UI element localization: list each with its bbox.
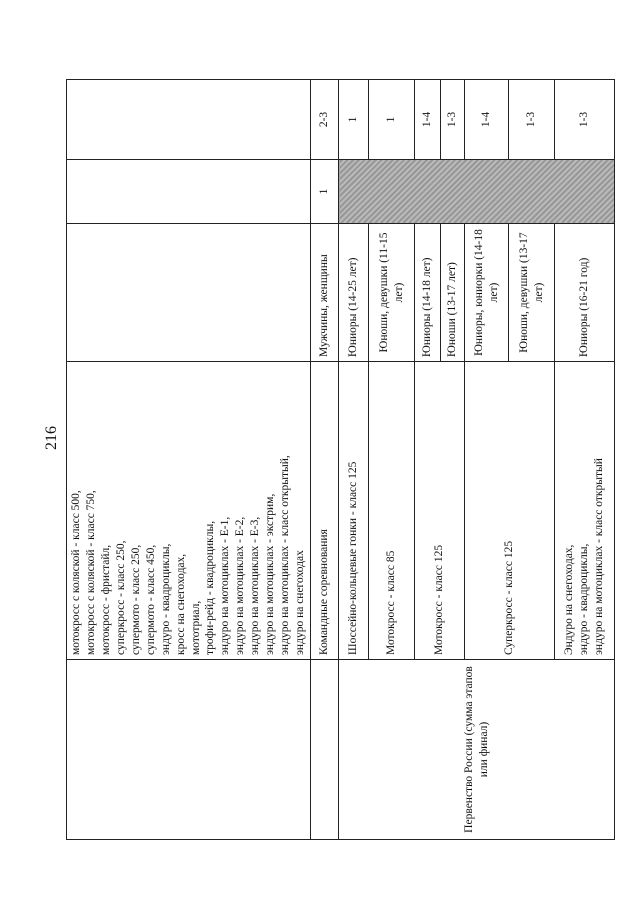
discipline-cell — [555, 362, 615, 660]
discipline-line: эндуро на мотоциклах - Е-1, — [219, 516, 232, 655]
discipline-line: трофи-рейд - квадроциклы, — [204, 520, 217, 655]
col5-value: 1-3 — [555, 80, 615, 160]
discipline-line: Эндуро на снегоходах, — [563, 544, 576, 655]
discipline-line: эндуро на мотоциклах - класс открытый — [592, 458, 605, 655]
group-cell: Юниоры, юниорки (14-18 лет) — [465, 224, 509, 362]
discipline-cell: Мотокросс - класс 85 — [369, 362, 415, 660]
table-row — [311, 80, 339, 840]
discipline-line: эндуро на мотоциклах - Е-2, — [234, 516, 247, 655]
discipline-line: мотокросс - фристайл, — [99, 544, 112, 655]
document-table-rotated — [66, 80, 612, 840]
discipline-list-cell — [67, 362, 311, 660]
discipline-line: супермото - класс 450, — [144, 544, 157, 655]
table-row — [67, 80, 311, 840]
discipline-line: эндуро на мотоциклах - экстрим, — [264, 493, 277, 655]
group-cell: Юноши (13-17 лет) — [441, 224, 465, 362]
discipline-line: эндуро - квадроциклы, — [159, 543, 172, 655]
group-cell: Мужчины, женщины — [311, 224, 339, 362]
col5-value: 1-3 — [509, 80, 555, 160]
col4-cell-empty — [67, 160, 311, 224]
discipline-line: эндуро на снегоходах — [294, 550, 307, 655]
group-cell: Юниоры (16-21 год) — [555, 224, 615, 362]
discipline-line: эндуро на мотоциклах - Е-3, — [249, 516, 262, 655]
discipline-cell: Суперкросс - класс 125 — [465, 362, 555, 660]
discipline-line: мототриал, — [189, 600, 202, 655]
col4-value: 1 — [311, 160, 339, 224]
col5-value: 1-3 — [441, 80, 465, 160]
sports-rank-table — [66, 79, 615, 840]
discipline-line: суперкросс - класс 250, — [114, 540, 127, 655]
discipline-line: мотокросс с коляской - класс 750, — [84, 490, 97, 655]
event-cell-empty — [311, 660, 339, 840]
discipline-cell: Шоссейно-кольцевые гонки - класс 125 — [339, 362, 369, 660]
discipline-line: эндуро на мотоциклах - класс открытый, — [279, 455, 292, 655]
group-cell: Юноши, девушки (13-17 лет) — [509, 224, 555, 362]
discipline-line: эндуро - квадроциклы, — [578, 543, 591, 655]
col5-value: 1-4 — [465, 80, 509, 160]
group-cell: Юноши, девушки (11-15 лет) — [369, 224, 415, 362]
col5-value: 1 — [369, 80, 415, 160]
page-number: 216 — [43, 426, 60, 450]
championship-title: Первенство России (сумма этапов или финал) — [339, 660, 615, 840]
discipline-line: супермото - класс 250, — [129, 544, 142, 655]
event-cell-empty — [67, 660, 311, 840]
discipline-line: мотокросс с коляской - класс 500, — [70, 490, 82, 655]
col5-cell-empty — [67, 80, 311, 160]
discipline-cell: Мотокросс - класс 125 — [415, 362, 465, 660]
group-cell: Юниоры (14-25 лет) — [339, 224, 369, 362]
discipline-line: кросс на снегоходах, — [174, 553, 187, 655]
col5-value: 1 — [339, 80, 369, 160]
hatched-cell — [339, 160, 615, 224]
col5-value: 2-3 — [311, 80, 339, 160]
col5-value: 1-4 — [415, 80, 441, 160]
group-cell: Юниоры (14-18 лет) — [415, 224, 441, 362]
discipline-cell: Командные соревнования — [311, 362, 339, 660]
table-row — [339, 80, 369, 840]
group-cell-empty — [67, 224, 311, 362]
